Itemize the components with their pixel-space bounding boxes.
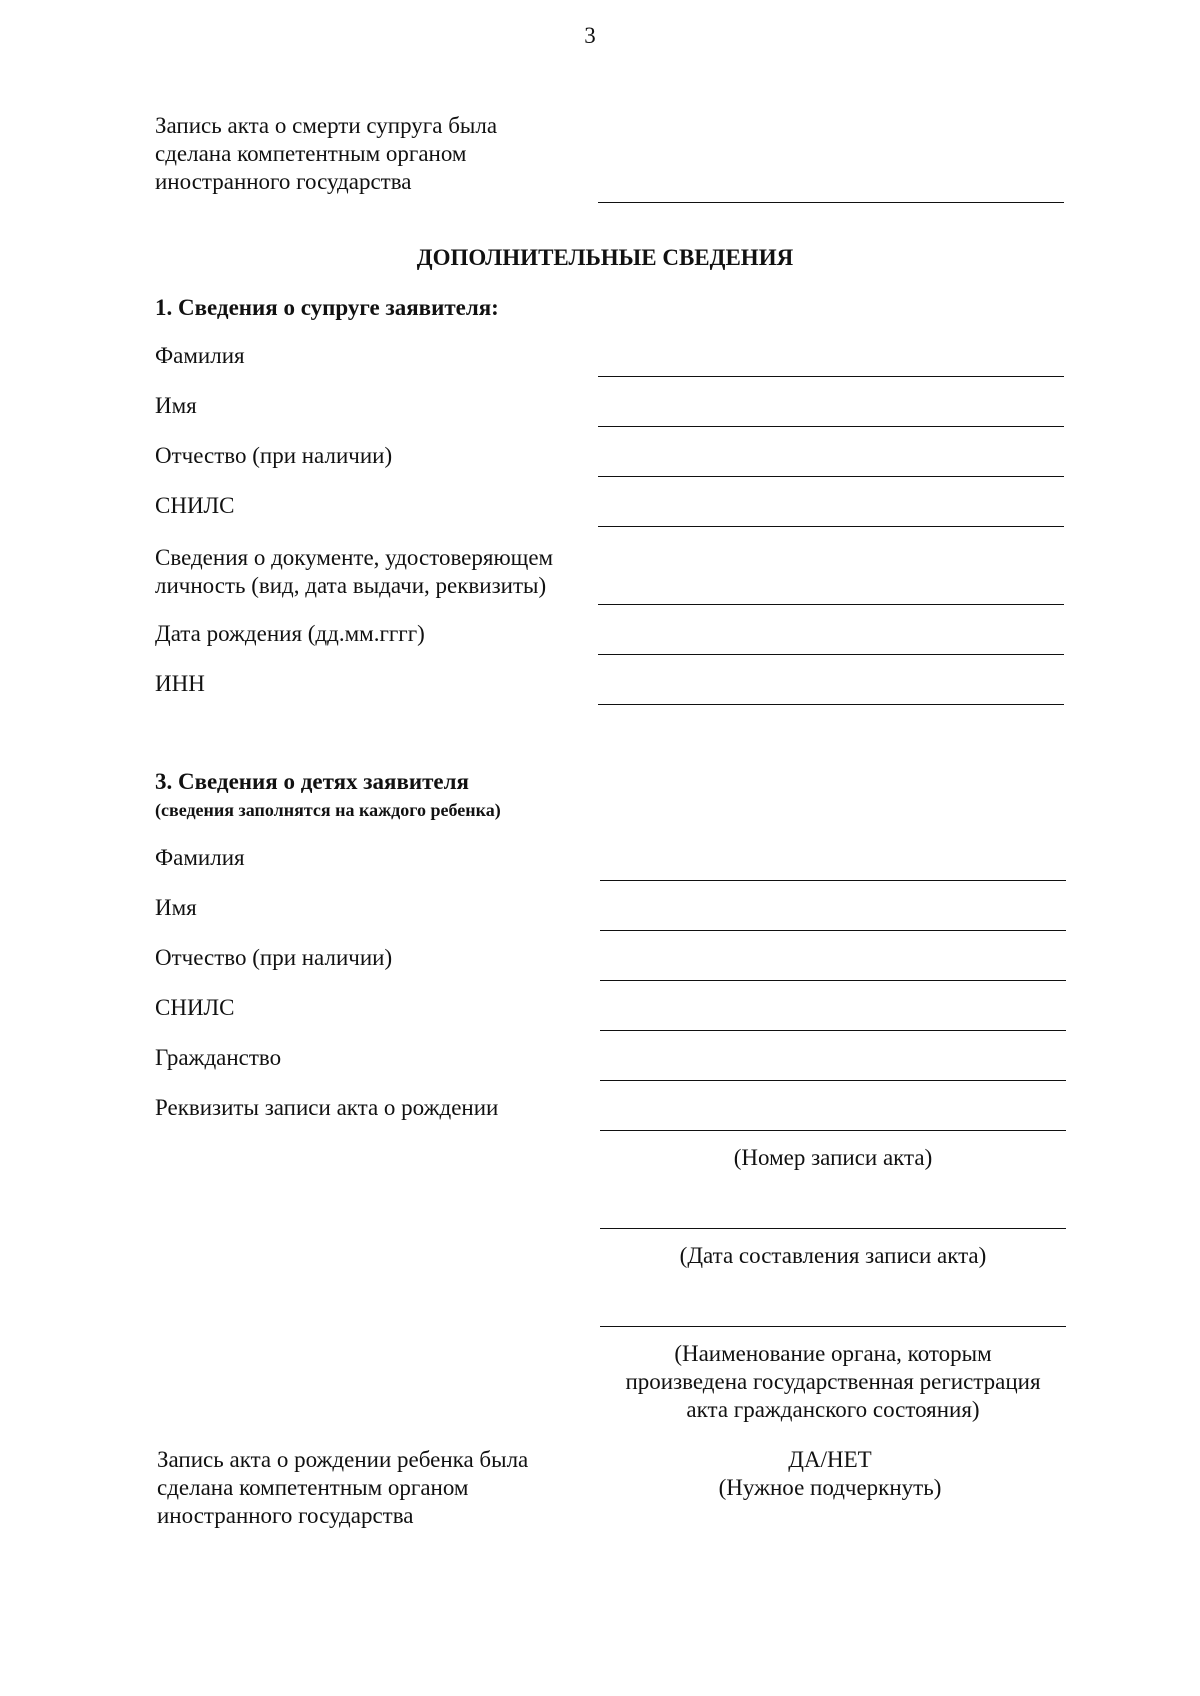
child-record-date-field[interactable] — [600, 1228, 1066, 1229]
spouse-death-record-label-line1: Запись акта о смерти супруга была — [155, 113, 498, 138]
authority-caption-line1: (Наименование органа, которым — [674, 1341, 992, 1366]
section1-title: 1. Сведения о супруге заявителя: — [155, 295, 499, 320]
record-date-caption: (Дата составления записи акта) — [679, 1243, 987, 1268]
spouse-id-doc-field[interactable] — [598, 604, 1064, 605]
spouse-birth-date-field[interactable] — [598, 654, 1064, 655]
record-number-caption: (Номер записи акта) — [733, 1145, 933, 1170]
spouse-inn-label: ИНН — [155, 671, 205, 696]
spouse-surname-label: Фамилия — [155, 343, 245, 368]
spouse-name-field[interactable] — [598, 426, 1064, 427]
spouse-birth-date-label: Дата рождения (дд.мм.гггг) — [155, 621, 425, 646]
child-patronymic-field[interactable] — [600, 980, 1066, 981]
child-citizenship-label: Гражданство — [155, 1045, 282, 1070]
child-citizenship-field[interactable] — [600, 1080, 1066, 1081]
child-record-number-field[interactable] — [600, 1130, 1066, 1131]
section3-title: 3. Сведения о детях заявителя — [155, 769, 469, 794]
child-foreign-record-label-line3: иностранного государства — [157, 1503, 414, 1528]
yes-no-hint: (Нужное подчеркнуть) — [718, 1475, 942, 1500]
spouse-surname-field[interactable] — [598, 376, 1064, 377]
authority-caption-line2: произведена государственная регистрация — [625, 1369, 1041, 1394]
child-surname-label: Фамилия — [155, 845, 245, 870]
spouse-snils-field[interactable] — [598, 526, 1064, 527]
spouse-snils-label: СНИЛС — [155, 493, 235, 518]
section3-subtitle: (сведения заполнятся на каждого ребенка) — [155, 800, 501, 820]
spouse-patronymic-label: Отчество (при наличии) — [155, 443, 393, 468]
spouse-death-record-label-line2: сделана компетентным органом — [155, 141, 467, 166]
spouse-id-doc-label-line1: Сведения о документе, удостоверяющем — [155, 545, 554, 570]
page-number: 3 — [584, 23, 596, 48]
child-birth-record-label: Реквизиты записи акта о рождении — [155, 1095, 499, 1120]
authority-caption-line3: акта гражданского состояния) — [686, 1397, 980, 1422]
child-snils-field[interactable] — [600, 1030, 1066, 1031]
spouse-id-doc-label-line2: личность (вид, дата выдачи, реквизиты) — [155, 573, 547, 598]
child-foreign-record-label-line1: Запись акта о рождении ребенка была — [157, 1447, 529, 1472]
child-foreign-record-label-line2: сделана компетентным органом — [157, 1475, 469, 1500]
spouse-death-record-label-line3: иностранного государства — [155, 169, 412, 194]
spouse-name-label: Имя — [155, 393, 197, 418]
spouse-death-record-field[interactable] — [598, 202, 1064, 203]
additional-info-heading: ДОПОЛНИТЕЛЬНЫЕ СВЕДЕНИЯ — [416, 245, 794, 270]
child-patronymic-label: Отчество (при наличии) — [155, 945, 393, 970]
child-registration-authority-field[interactable] — [600, 1326, 1066, 1327]
yes-no-choice[interactable]: ДА/НЕТ — [788, 1447, 872, 1472]
child-snils-label: СНИЛС — [155, 995, 235, 1020]
child-name-field[interactable] — [600, 930, 1066, 931]
child-name-label: Имя — [155, 895, 197, 920]
child-surname-field[interactable] — [600, 880, 1066, 881]
spouse-inn-field[interactable] — [598, 704, 1064, 705]
spouse-patronymic-field[interactable] — [598, 476, 1064, 477]
